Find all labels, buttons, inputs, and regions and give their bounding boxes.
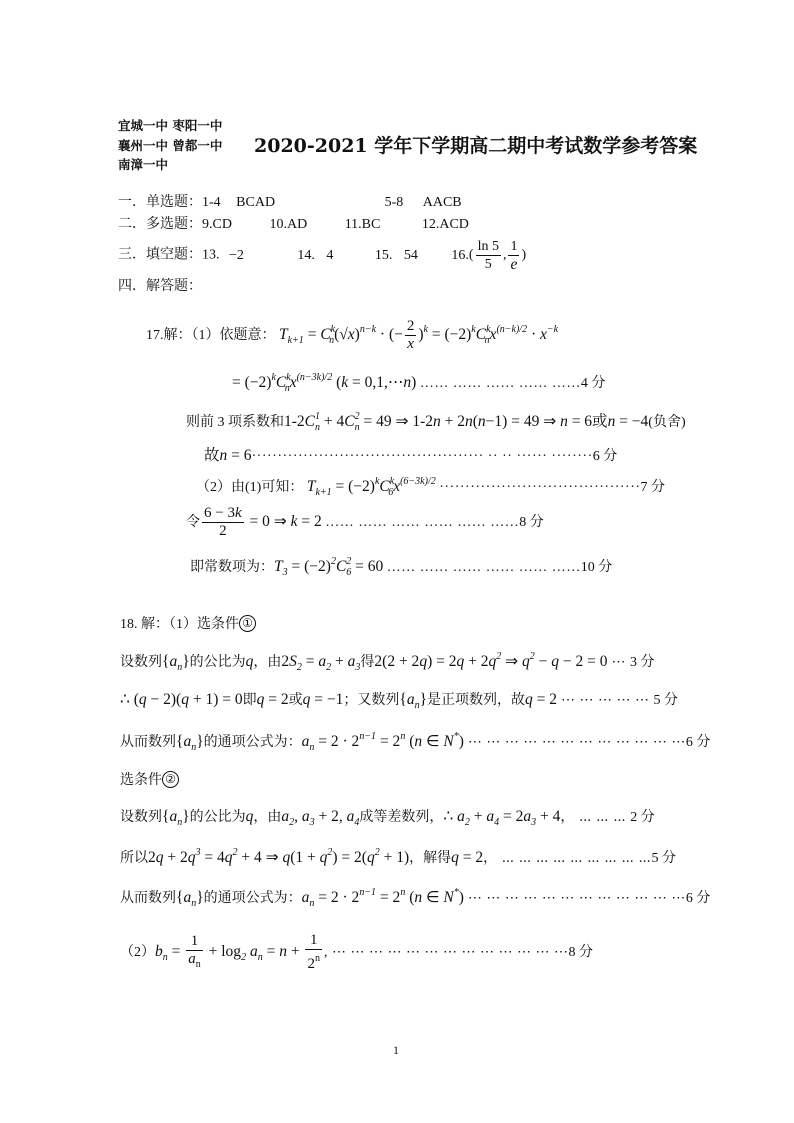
formula: $\{a_n\}$ [162,653,190,673]
score: 4 分 [580,376,606,391]
formula: $\frac{6 - 3k}{2}$ = 0 ⇒ k = 2 [204,505,322,539]
leader-dots: ⋯ [607,655,630,670]
section-multi-choice [118,213,469,233]
text: 是正项数列，故 [427,693,526,708]
answer-text: BCAD [236,195,276,210]
q-number: 15. [374,247,393,263]
score: 8 分 [568,945,593,961]
section-fill-blank: 三．填空题：13. −2 14. 4 15. 54 16.( $\frac{\ln 5}{5}$ , $\frac{1}{e}$ ) [118,239,527,273]
q18-intro [120,613,256,633]
formula: $2(2 + 2q) = 2q + 2q^2$ ⇒ $q^2 - q - 2 = 0$ [374,651,608,670]
text: 设数列 [120,810,162,825]
school-line: 宜城一中 枣阳一中 [118,118,223,133]
text: 令 [186,515,200,531]
page-number: 1 [393,1043,399,1057]
formula: q = 2 [525,691,558,708]
numerator: 1 [510,239,518,254]
q17-line3 [186,409,686,433]
text: (负舍) [648,415,686,430]
leader-dots: ， ⋯ ⋯ ⋯ [560,810,631,825]
answer-text: AACB [422,195,462,210]
denominator: e [510,256,518,273]
text: ；又数列 [343,693,400,708]
formula: $2S_2 = a_2 + a_3$ [281,653,361,673]
formula: $a_2$, $a_3 + 2$, $a_4$ [281,808,360,828]
formula: $T_{k+1} = (-2)^kC^k_6x^{(6-3k)/2}$ [306,476,436,498]
q17-line1 [146,318,558,353]
q18-line3 [120,731,710,753]
score: 3 分 [629,655,655,670]
q17-line2 [232,372,605,394]
text: 则前 3 项系数和 [186,415,284,430]
numerator: ln 5 [477,239,499,254]
q18-line7 [120,932,593,973]
formula: $\{a_n\}$ [399,691,428,711]
text: 选条件 [120,773,162,788]
text: 得 [360,655,375,670]
score: 8 分 [519,515,544,531]
text: ，由 [253,655,282,670]
text: 设数列 [120,655,162,670]
formula: $\{a_n\}$ [162,808,190,828]
text: 从而数列 [120,891,176,906]
q18-sel2 [120,769,179,789]
q17-line5 [196,476,665,498]
answer-text: 12.ACD [421,217,469,232]
formula: $a_n = 2 \cdot 2^{n-1} = 2^n$ (n ∈ N*) [301,731,464,753]
text: 的通项公式为： [203,735,302,750]
section-label: 一．单选题：1-4 [118,195,221,210]
answer-text: 10.AD [269,217,308,232]
formula: $T_3 = (-2)^2C^2_6 = 60$ [274,556,384,578]
circled-number: ② [162,771,179,788]
text: 的通项公式为： [203,891,302,906]
fraction [476,238,501,273]
q18-line6 [120,887,710,909]
q18-line1 [120,651,654,673]
q-number: 16. [451,247,469,263]
answer-range: 5-8 [384,195,404,210]
school-line: 襄州一中 曾都一中 [118,137,223,153]
score: 7 分 [640,480,666,495]
circled-number: ① [239,615,256,632]
leader-dots: ⋯ ⋯ ⋯ ⋯ ⋯ ⋯ ⋯ ⋯ ⋯ ⋯ ⋯ ⋯ [463,735,686,750]
answer-text: 11.BC [344,217,381,232]
section-label: 三．填空题： [118,247,202,263]
text: 所以 [120,851,148,866]
formula: q = 2 [451,849,484,866]
section-label: 二．多选题： [118,217,202,232]
school-list [118,116,222,175]
leader-dots: ⋯ ⋯ ⋯ ⋯ ⋯ [557,693,654,708]
school-line: 南漳一中 [118,157,169,172]
text: 或 [288,693,303,708]
text: 即 [242,693,257,708]
score: 6 分 [685,735,711,750]
formula: = $(-2)^kC^k_nx^{(n-3k)/2}$ (k = 0,1,⋯n) [232,372,417,394]
text: （2） [120,945,155,961]
answer-text: 54 [403,247,418,263]
text: 的公比为 [189,810,246,825]
formula: q = 2 [256,691,289,708]
formula: $\{a_n\}$ [176,733,204,753]
leader-dots: …… …… …… …… …… [419,376,581,391]
q17-line7 [190,556,612,578]
page-title: 2020-2021 学年下学期高二期中考试数学参考答案 [254,135,698,157]
formula: q = −1 [302,691,344,708]
formula: ∴ (q − 2)(q + 1) = 0 [120,691,243,708]
text: 从而数列 [120,735,176,750]
q-number: 14. [297,247,315,263]
q18-line4 [120,806,655,828]
score: 6 分 [685,891,711,906]
answer-text: −2 [229,247,244,263]
denominator: 5 [484,257,492,272]
formula: ∴ $a_2 + a_4 = 2a_3 + 4$ [443,808,561,828]
text: ，解得 [409,851,452,866]
leader-dots: ⋯ ⋯ ⋯ ⋯ ⋯ ⋯ ⋯ ⋯ ⋯ ⋯ ⋯ ⋯ [463,891,686,906]
q17-intro: 17.解：（1）依题意： [146,328,276,344]
leader-dots: ······································· [439,480,641,495]
fraction [508,238,519,273]
formula: $a_n = 2 \cdot 2^{n-1} = 2^n$ (n ∈ N*) [301,887,464,909]
formula: $\{a_n\}$ [176,889,204,909]
score: 10 分 [580,560,613,575]
text: 的公比为 [189,655,246,670]
text: 成等差数列， [359,810,444,825]
leader-dots: …… …… …… …… …… …… [325,515,520,531]
q-number: 13. [202,247,220,263]
text: 即常数项为： [190,560,274,575]
formula: $b_n$ = $\frac{1}{a_n}$ + $\log_2 a_n = n$ + $\frac{1}{2^n}$ [155,932,320,972]
score: 5 分 [651,851,677,866]
text: 18. 解：（1）选条件 [120,617,239,632]
leader-dots: , ⋯ ⋯ ⋯ ⋯ ⋯ ⋯ ⋯ ⋯ ⋯ ⋯ ⋯ ⋯ ⋯ [323,945,569,961]
leader-dots: …… …… …… …… …… …… [386,560,581,575]
leader-dots: ············································· ·· ·· ······ ········ [251,449,593,464]
section-single-choice [118,191,462,211]
formula: 故n = 6 [204,447,252,464]
formula: q [245,808,254,825]
answer-text: 9.CD [202,217,232,232]
score: 6 分 [592,449,618,464]
formula: $2q + 2q^3 = 4q^2 + 4$ ⇒ $q(1 + q^2) = 2(q^2 + 1)$ [148,847,410,866]
section-solutions: 四．解答题： [118,279,202,294]
leader-dots: ， ⋯ ⋯ ⋯ ⋯ ⋯ ⋯ ⋯ ⋯ ⋯ [483,851,652,866]
text: ，由 [253,810,282,825]
formula: q [245,653,254,670]
q17-line6 [186,505,544,540]
q18-line2 [120,689,678,711]
formula: $T_{k+1} = C^k_n(√x)^{n-k}$ · (− $\frac{2}{x}$ )$^k = (-2)^kC^k_nx^{(n-k)/2} \cdot x^{-k}$ [279,318,559,352]
q18-line5 [120,847,676,867]
score: 5 分 [653,693,679,708]
text: （2）由(1)可知： [196,480,304,495]
answer-text: 4 [326,247,334,263]
score: 2 分 [630,810,655,825]
q17-line4 [204,443,617,465]
formula: $1-2C^1_n + 4C^2_n = 49$ ⇒ 1-2n + 2n(n−1) = 49 ⇒ n = 6或n = −4 [284,411,649,433]
